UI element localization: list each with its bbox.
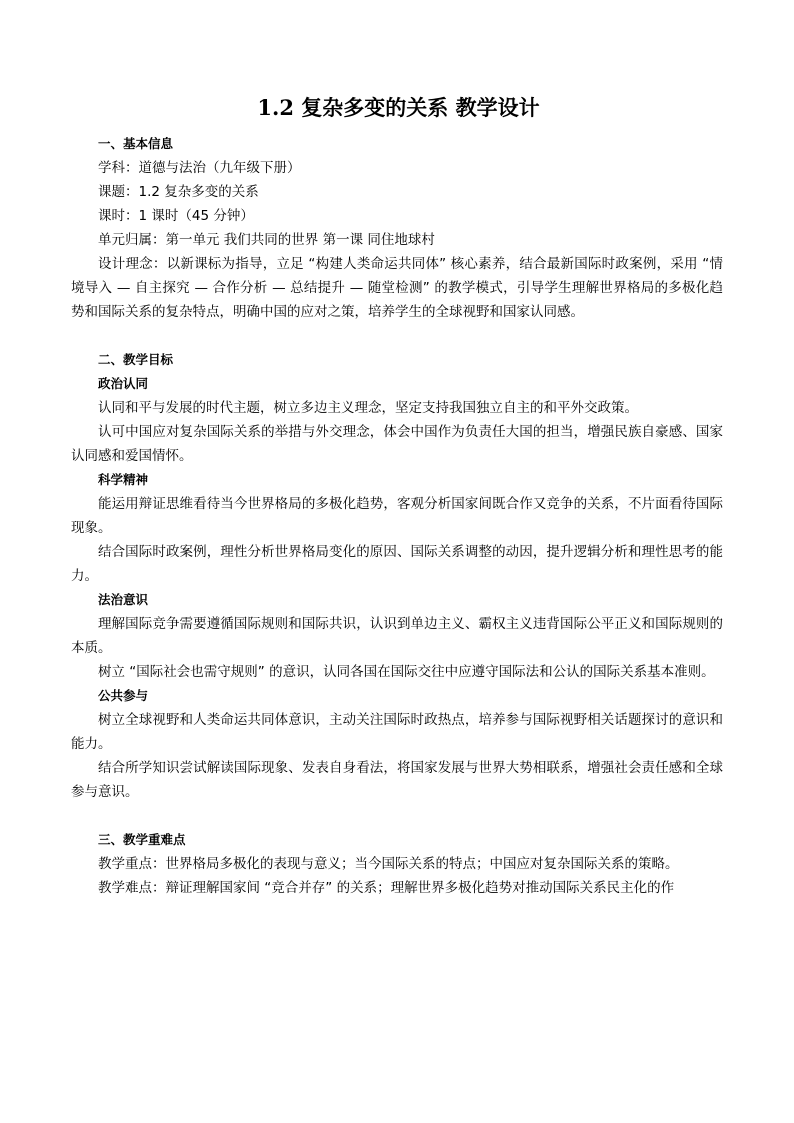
objective-heading-public-participation: 公共参与 — [98, 688, 149, 703]
subject-line: 学科：道德与法治（九年级下册） — [98, 160, 301, 176]
objective-heading-scientific-spirit: 科学精神 — [98, 472, 149, 487]
teaching-focus-line: 教学重点：世界格局多极化的表现与意义；当今国际关系的特点；中国应对复杂国际关系的策略。 — [98, 856, 679, 872]
objective-paragraph: 能运用辩证思维看待当今世界格局的多极化趋势，客观分析国家间既合作又竞争的关系，不片面看待国际现象。 — [71, 496, 723, 536]
unit-line: 单元归属：第一单元 我们共同的世界 第一课 同住地球村 — [98, 232, 435, 248]
section-heading-key-points: 三、教学重难点 — [98, 832, 186, 847]
objective-paragraph: 认可中国应对复杂国际关系的举措与外交理念，体会中国作为负责任大国的担当，增强民族自豪感、国家认同感和爱国情怀。 — [71, 424, 723, 464]
objective-paragraph: 树立全球视野和人类命运共同体意识，主动关注国际时政热点，培养参与国际视野相关话题探讨的意识和能力。 — [71, 712, 723, 752]
period-line: 课时：1 课时（45 分钟） — [98, 208, 254, 224]
document-content — [71, 93, 723, 900]
design-concept-paragraph: 设计理念：以新课标为指导，立足 “构建人类命运共同体” 核心素养，结合最新国际时政案例，采用 “情境导入 — 自主探究 — 合作分析 — 总结提升 — 随堂检测” 的教学模式，引导学生理解世界格局的多极化趋势和国际关系的复杂特点，明确中国的应对之策，培养学生的全球视野和国家认同感。 — [71, 256, 723, 320]
section-heading-basic-info: 一、基本信息 — [98, 136, 174, 151]
lesson-line: 课题：1.2 复杂多变的关系 — [98, 184, 259, 200]
section-spacer — [71, 324, 723, 348]
section-spacer — [71, 804, 723, 828]
objective-paragraph: 结合所学知识尝试解读国际现象、发表自身看法，将国家发展与世界大势相联系，增强社会责任感和全球参与意识。 — [71, 760, 723, 800]
objective-paragraph: 理解国际竞争需要遵循国际规则和国际共识，认识到单边主义、霸权主义违背国际公平正义和国际规则的本质。 — [71, 616, 723, 656]
teaching-difficulty-line: 教学难点：辩证理解国家间 “竞合并存” 的关系；理解世界多极化趋势对推动国际关系民主化的作 — [98, 880, 675, 896]
objective-paragraph: 树立 “国际社会也需守规则” 的意识，认同各国在国际交往中应遵守国际法和公认的国际关系基本准则。 — [98, 664, 715, 680]
section-heading-objectives: 二、教学目标 — [98, 352, 174, 367]
objective-paragraph: 结合国际时政案例，理性分析世界格局变化的原因、国际关系调整的动因，提升逻辑分析和理性思考的能力。 — [71, 544, 723, 584]
objective-paragraph: 认同和平与发展的时代主题，树立多边主义理念，坚定支持我国独立自主的和平外交政策。 — [98, 400, 638, 416]
objective-heading-rule-of-law: 法治意识 — [98, 592, 149, 607]
document-title: 1.2 复杂多变的关系 教学设计 — [257, 95, 540, 120]
objective-heading-political-identity: 政治认同 — [98, 376, 149, 391]
